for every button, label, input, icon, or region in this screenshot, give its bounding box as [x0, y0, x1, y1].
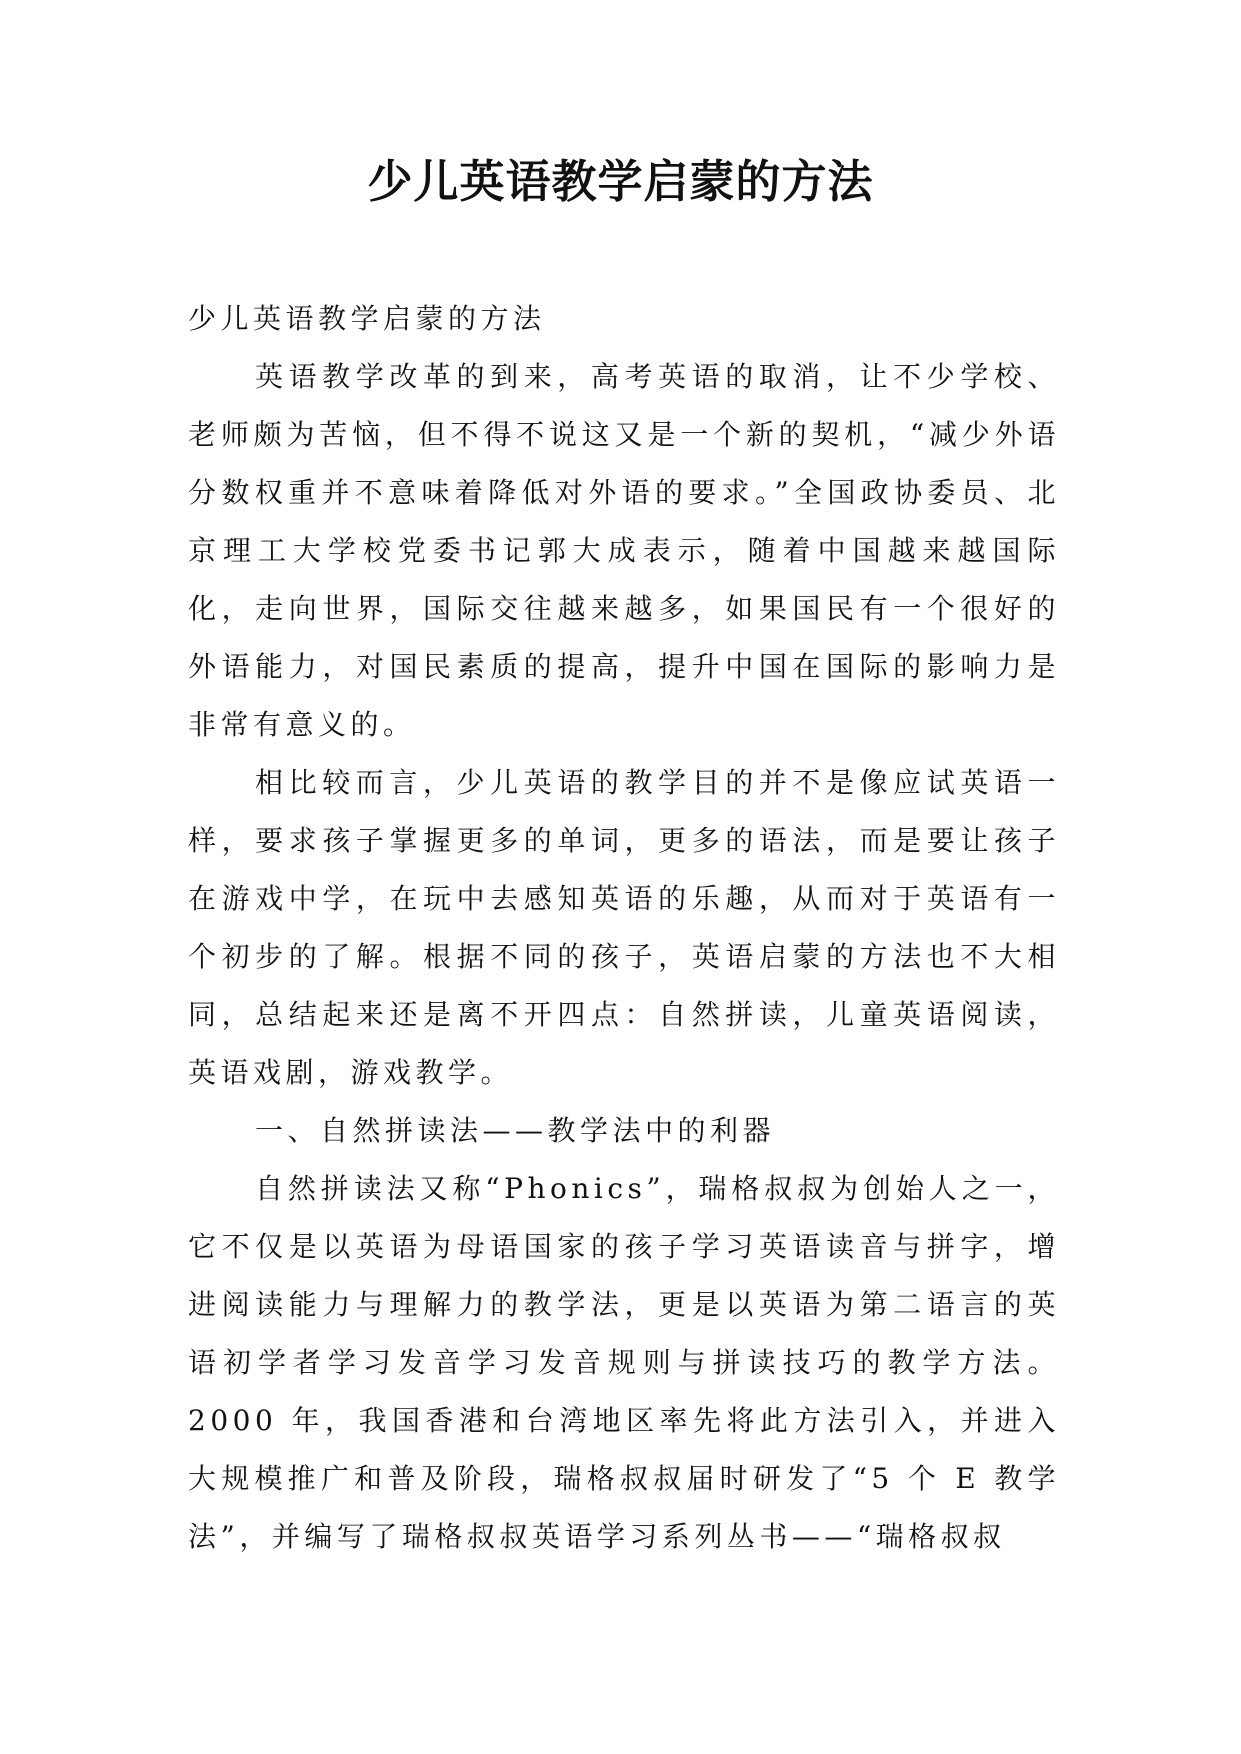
body-paragraph: 英语教学改革的到来，高考英语的取消，让不少学校、老师颇为苦恼，但不得不说这又是一个新的契机，“减少外语分数权重并不意味着降低对外语的要求。”全国政协委员、北京理工大学校党委书记郭大成表示，随着中国越来越国际化，走向世界，国际交往越来越多，如果国民有一个很好的外语能力，对国民素质的提高，提升中国在国际的影响力是非常有意义的。: [188, 360, 1060, 741]
section-heading: 一、自然拼读法——教学法中的利器: [255, 1114, 776, 1147]
body-paragraph: 自然拼读法又称“Phonics”，瑞格叔叔为创始人之一，它不仅是以英语为母语国家的孩子学习英语读音与拼字，增进阅读能力与理解力的教学法，更是以英语为第二语言的英语初学者学习发音学习发音规则与拼读技巧的教学方法。2000 年，我国香港和台湾地区率先将此方法引入，并进入大规模推广和普及阶段，瑞格叔叔届时研发了“5 个 E 教学法”，并编写了瑞格叔叔英语学习系列丛书——“瑞格叔叔: [188, 1172, 1060, 1553]
document-title: 少儿英语教学启蒙的方法: [367, 155, 874, 208]
body-paragraph: 相比较而言，少儿英语的教学目的并不是像应试英语一样，要求孩子掌握更多的单词，更多的语法，而是要让孩子在游戏中学，在玩中去感知英语的乐趣，从而对于英语有一个初步的了解。根据不同的孩子，英语启蒙的方法也不大相同，总结起来还是离不开四点：自然拼读，儿童英语阅读，英语戏剧，游戏教学。: [188, 766, 1060, 1089]
subtitle-paragraph: 少儿英语教学启蒙的方法: [188, 302, 546, 335]
document-body: [188, 290, 1060, 1566]
